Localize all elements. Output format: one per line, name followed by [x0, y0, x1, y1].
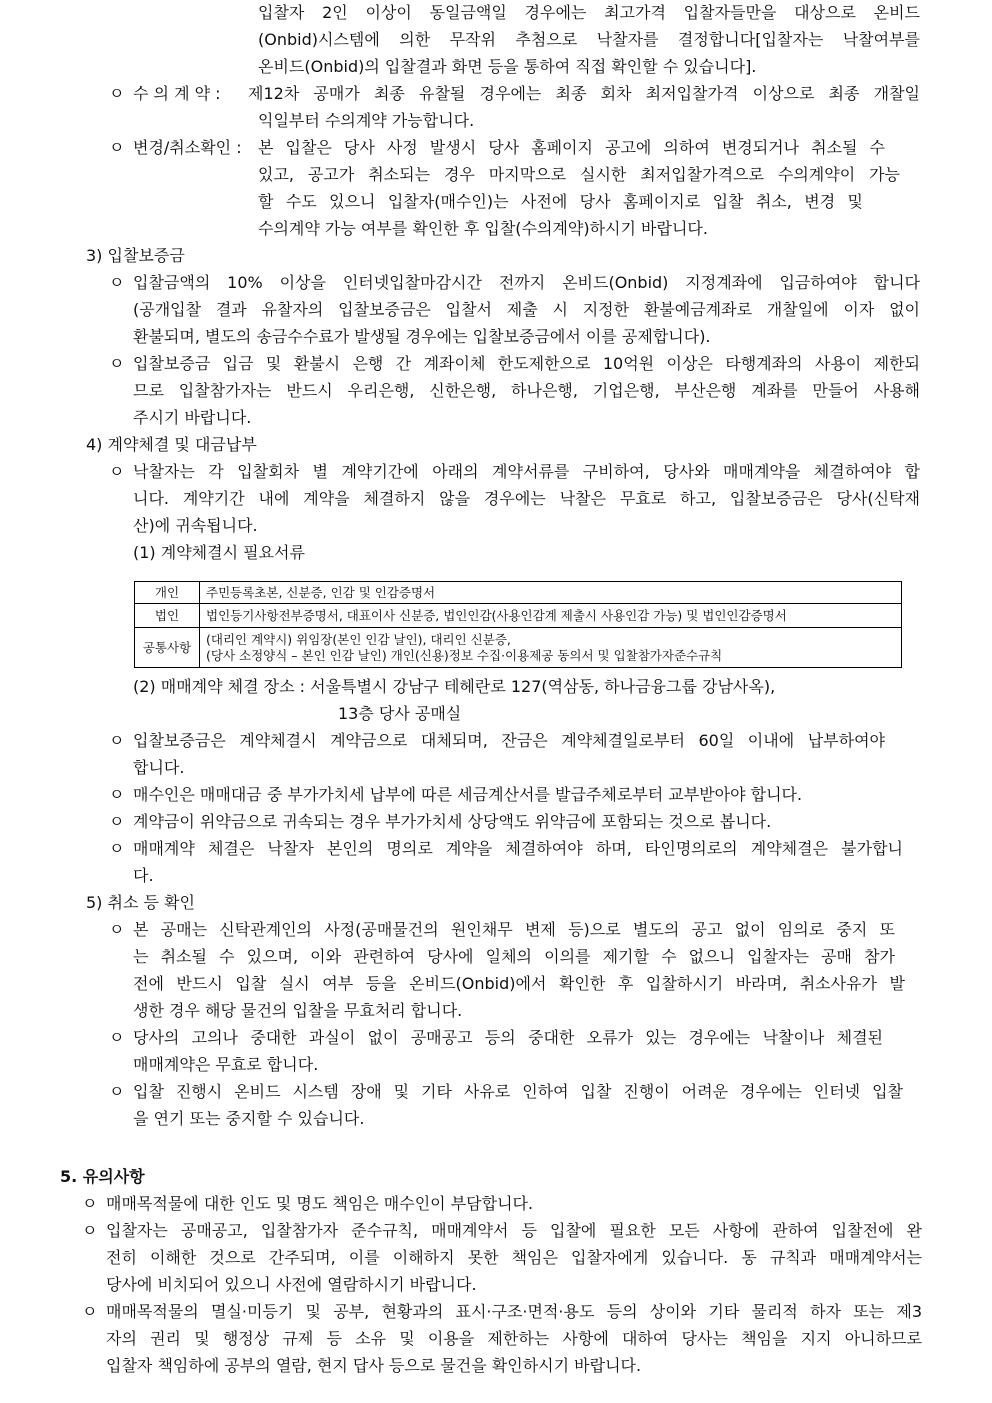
- bullet-marker: ㅇ: [109, 1082, 125, 1101]
- section-heading: 4) 계약체결 및 대금납부: [86, 435, 257, 454]
- text-line: 매매목적물에 대한 인도 및 명도 책임은 매수인이 부담합니다.: [106, 1194, 534, 1213]
- bullet-marker: ㅇ: [82, 1302, 98, 1321]
- text-line: 매매목적물의 멸실·미등기 및 공부, 현황과의 표시·구조·면적·용도 등의 상이와 기타 물리적 하자 또는 제3: [106, 1302, 922, 1321]
- table-cell-docs: [200, 628, 902, 668]
- text-line: 온비드(Onbid)의 입찰결과 화면 등을 통하여 직접 확인할 수 있습니다].: [258, 57, 757, 76]
- bullet-marker: ㅇ: [109, 812, 125, 831]
- text-line: 므로 입찰참가자는 반드시 우리은행, 신한은행, 하나은행, 기업은행, 부산은행 계좌를 만들어 사용해: [133, 381, 920, 400]
- label-change-cancel: 변경/취소확인 :: [133, 138, 242, 157]
- text-line: 13층 당사 공매실: [338, 704, 462, 723]
- text-line: 입찰자 2인 이상이 동일금액일 경우에는 최고가격 입찰자들만을 대상으로 온비드: [258, 3, 920, 22]
- text-line: 입찰자는 공매공고, 입찰참가자 준수규칙, 매매계약서 등 입찰에 필요한 모든 사항에 관하여 입찰전에 완: [106, 1221, 922, 1240]
- text-line: 제12차 공매가 최종 유찰될 경우에는 최종 회차 최저입찰가격 이상으로 최종 개찰일: [248, 84, 920, 103]
- text-line: 주시기 바랍니다.: [133, 408, 252, 427]
- bullet-marker: ㅇ: [109, 138, 125, 157]
- text-line: 본 공매는 신탁관계인의 사정(공매물건의 원인채무 변제 등)으로 별도의 공고 없이 임의로 중지 또: [133, 920, 895, 939]
- text-line: 전히 이해한 것으로 간주되며, 이를 이해하지 못한 책임은 입찰자에게 있습니다. 동 규칙과 매매계약서는: [106, 1248, 922, 1267]
- text-line: 다.: [133, 866, 154, 885]
- text-line: 생한 경우 해당 물건의 입찰을 무효처리 합니다.: [133, 1001, 463, 1020]
- text-line: 수의계약 가능 여부를 확인한 후 입찰(수의계약)하시기 바랍니다.: [258, 219, 708, 238]
- bullet-marker: ㅇ: [109, 84, 125, 103]
- table-cell-docs: 법인등기사항전부증명서, 대표이사 신분증, 법인인감(사용인감계 제출시 사용인감 가능) 및 법인인감증명서: [200, 604, 902, 628]
- subheading: (1) 계약체결시 필요서류: [133, 543, 305, 562]
- text-line: (Onbid)시스템에 의한 무작위 추첨으로 낙찰자를 결정합니다[입찰자는 낙찰여부를: [258, 30, 920, 49]
- section-heading: 5) 취소 등 확인: [86, 893, 195, 912]
- text-line: 계약금이 위약금으로 귀속되는 경우 부가가치세 상당액도 위약금에 포함되는 것으로 봅니다.: [133, 812, 772, 831]
- bullet-marker: ㅇ: [82, 1221, 98, 1240]
- text-line: 당사의 고의나 중대한 과실이 없이 공매공고 등의 중대한 오류가 있는 경우에는 낙찰이나 체결된: [133, 1028, 883, 1047]
- bullet-marker: ㅇ: [109, 273, 125, 292]
- text-line: 합니다.: [133, 758, 185, 777]
- text-line: 익일부터 수의계약 가능합니다.: [258, 111, 475, 130]
- text-line: 전에 반드시 입찰 실시 여부 등을 온비드(Onbid)에서 확인한 후 입찰하시기 바라며, 취소사유가 발: [133, 974, 905, 993]
- text-line: 입찰금액의 10% 이상을 인터넷입찰마감시간 전까지 온비드(Onbid) 지정계좌에 입금하여야 합니다: [133, 273, 920, 292]
- bullet-marker: ㅇ: [109, 920, 125, 939]
- text-line: 환불되며, 별도의 송금수수료가 발생될 경우에는 입찰보증금에서 이를 공제합니다).: [133, 327, 711, 346]
- text-line: 매수인은 매매대금 중 부가가치세 납부에 따른 세금계산서를 발급주체로부터 교부받아야 합니다.: [133, 785, 803, 804]
- text-line: 니다. 계약기간 내에 계약을 체결하지 않을 경우에는 낙찰은 무효로 하고, 입찰보증금은 당사(신탁재: [133, 489, 920, 508]
- text-line: 산)에 귀속됩니다.: [133, 516, 258, 535]
- text-line: 본 입찰은 당사 사정 발생시 당사 홈페이지 공고에 의하여 변경되거나 취소될 수: [258, 138, 885, 157]
- label-suui-contract: 수 의 계 약 :: [133, 84, 221, 103]
- bullet-marker: ㅇ: [109, 1028, 125, 1047]
- table-cell-category: 개인: [135, 582, 200, 604]
- text-line: 낙찰자는 각 입찰회차 별 계약기간에 아래의 계약서류를 구비하여, 당사와 매매계약을 체결하여야 합: [133, 462, 920, 481]
- text-line: 당사에 비치되어 있으니 사전에 열람하시기 바랍니다.: [106, 1275, 477, 1294]
- text-line: 입찰 진행시 온비드 시스템 장애 및 기타 사유로 인하여 입찰 진행이 어려운 경우에는 인터넷 입찰: [133, 1082, 903, 1101]
- text-line: 입찰자 책임하에 공부의 열람, 현지 답사 등으로 물건을 확인하시기 바랍니다.: [106, 1356, 642, 1375]
- text-line: (공개입찰 결과 유찰자의 입찰보증금은 입찰서 제출 시 지정한 환불예금계좌로 개찰일에 이자 없이: [133, 300, 920, 319]
- text-line: 매매계약 체결은 낙찰자 본인의 명의로 계약을 체결하여야 하며, 타인명의로의 계약체결은 불가합니: [133, 839, 903, 858]
- text-line: 입찰보증금은 계약체결시 계약금으로 대체되며, 잔금은 계약체결일로부터 60일 이내에 납부하여야: [133, 731, 885, 750]
- bullet-marker: ㅇ: [109, 785, 125, 804]
- bullet-marker: ㅇ: [82, 1194, 98, 1213]
- required-documents-table: [134, 581, 902, 668]
- text-line: 자의 권리 및 행정상 규제 등 소유 및 이용을 제한하는 사항에 대하여 당사는 책임을 지지 아니하므로: [106, 1329, 922, 1348]
- table-row: [135, 628, 902, 668]
- text-line: 할 수도 있으니 입찰자(매수인)는 사전에 당사 홈페이지로 입찰 취소, 변경 및: [258, 192, 863, 211]
- table-cell-line: (대리인 계약시) 위임장(본인 인감 날인), 대리인 신분증,: [206, 631, 511, 647]
- table-cell-category: 법인: [135, 604, 200, 628]
- section-heading: 3) 입찰보증금: [86, 246, 185, 265]
- text-line: 을 연기 또는 중지할 수 있습니다.: [133, 1109, 365, 1128]
- table-cell-category: 공통사항: [135, 628, 200, 668]
- text-line: 매매계약은 무효로 합니다.: [133, 1055, 319, 1074]
- bullet-marker: ㅇ: [109, 731, 125, 750]
- bullet-marker: ㅇ: [109, 462, 125, 481]
- table-cell-docs: 주민등록초본, 신분증, 인감 및 인감증명서: [200, 582, 902, 604]
- text-line: 는 취소될 수 있으며, 이와 관련하여 당사에 일체의 이의를 제기할 수 없으니 입찰자는 공매 참가: [133, 947, 895, 966]
- table-cell-line: (당사 소정양식 – 본인 인감 날인) 개인(신용)정보 수집·이용제공 동의서 및 입찰참가자준수규칙: [206, 647, 723, 663]
- text-line: 있고, 공고가 취소되는 경우 마지막으로 실시한 최저입찰가격으로 수의계약이 가능: [258, 165, 900, 184]
- section-title: 5. 유의사항: [60, 1167, 145, 1186]
- bullet-marker: ㅇ: [109, 839, 125, 858]
- subheading: (2) 매매계약 체결 장소 : 서울특별시 강남구 테헤란로 127(역삼동, 하나금융그룹 강남사옥),: [133, 677, 776, 696]
- table-row: [135, 604, 902, 628]
- text-line: 입찰보증금 입금 및 환불시 은행 간 계좌이체 한도제한으로 10억원 이상은 타행계좌의 사용이 제한되: [133, 354, 920, 373]
- table-row: [135, 582, 902, 604]
- bullet-marker: ㅇ: [109, 354, 125, 373]
